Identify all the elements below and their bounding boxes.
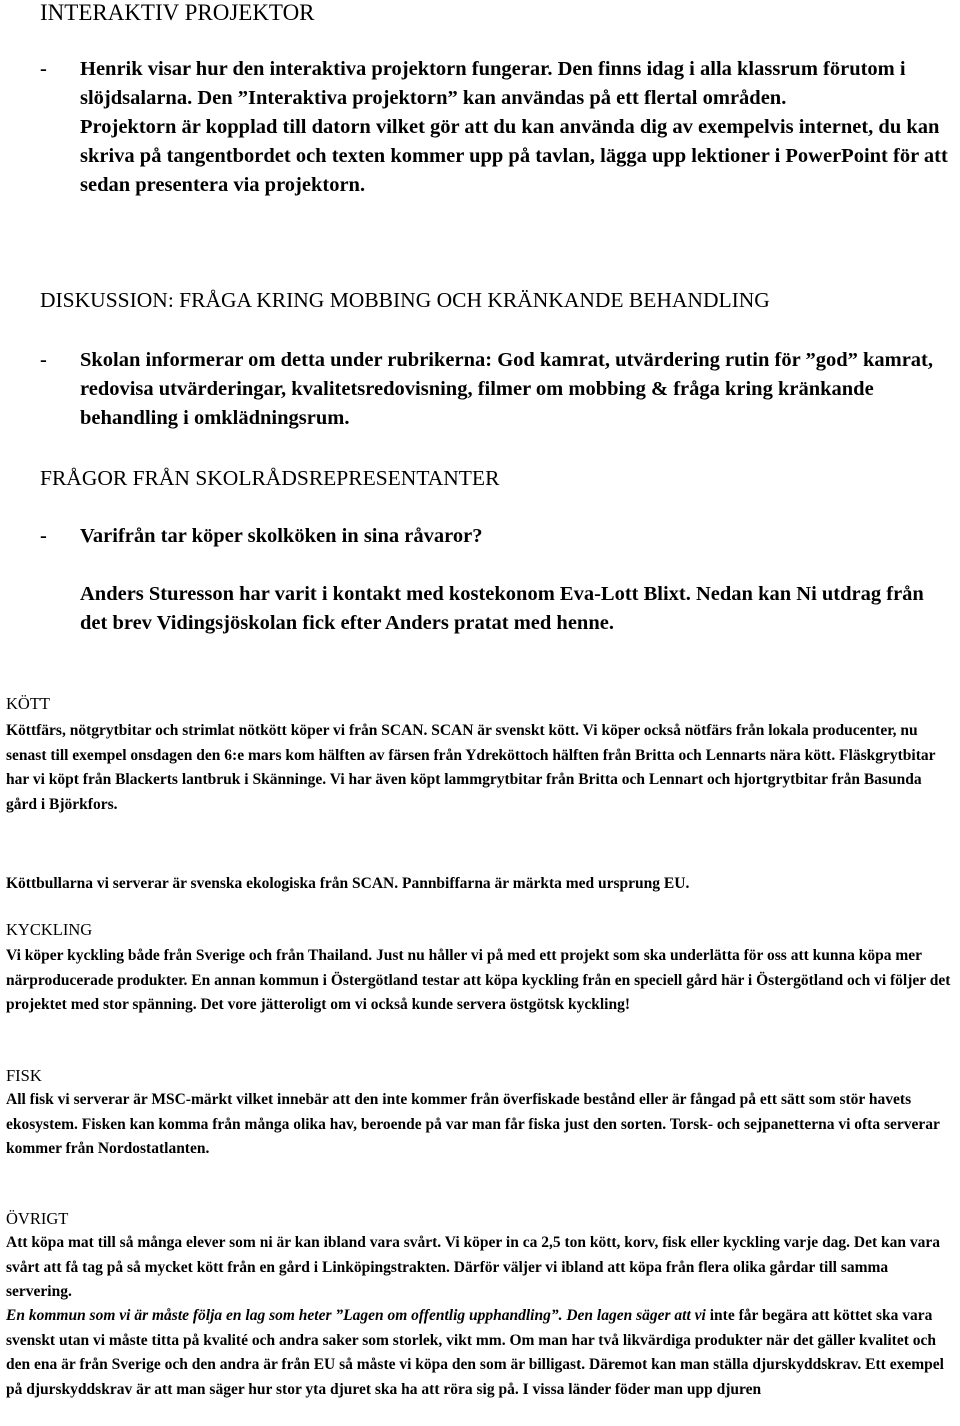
list-dash: -: [40, 58, 47, 80]
discussion-text: Skolan informerar om detta under rubrikerna: God kamrat, utvärdering rutin för ”god” kamrat, redovisa utvärderingar, kvalitetsredovisning, filmer om mobbing & fråga kring kränkande behandling i omklädningsrum.: [80, 349, 934, 429]
chicken-text: Vi köper kyckling både från Sverige och från Thailand. Just nu håller vi på med ett projekt som ska underlätta för oss att kunna köpa mer närproducerade produkter. En annan kommun i Östergötland testar att köpa kyckling från en speciell gård här i Östergötland och vi följer det projektet med stor spänning. Det vore jätteroligt om vi också kunde servera östgötsk kyckling!: [6, 947, 951, 1013]
fish-heading: FISK: [6, 1066, 42, 1085]
other-text-2: [0, 1304, 960, 1402]
projector-heading: INTERAKTIV PROJEKTOR: [40, 0, 315, 25]
answer-text: Anders Sturesson har varit i kontakt med kostekonom Eva-Lott Blixt. Nedan kan Ni utdrag från det brev Vidingsjöskolan fick efter Anders pratat med henne.: [80, 583, 924, 634]
projector-item: [0, 55, 960, 200]
list-dash: -: [40, 349, 47, 371]
law-sentence: En kommun som vi är måste följa en lag som heter ”Lagen om offentlig upphandling”. Den lagen säger att vi: [6, 1307, 706, 1324]
question-text: Varifrån tar köper skolköken in sina råvaror?: [80, 525, 483, 547]
chicken-heading: KYCKLING: [6, 920, 93, 939]
list-dash: -: [40, 525, 47, 547]
meat-text-1: Köttfärs, nötgrytbitar och strimlat nötkött köper vi från SCAN. SCAN är svenskt kött. Vi köper också nötfärs från lokala producenter, nu senast till exempel onsdagen den 6:e mars kom hälften av färsen från Ydreköttoch hälften från Britta och Lennarts nära kött. Fläskgrytbitar har vi köpt från Blackerts lantbruk i Skänninge. Vi har även köpt lammgrytbitar från Britta och Lennart och hjortgrytbitar från Basunda gård i Björkfors.: [6, 722, 936, 813]
discussion-heading: DISKUSSION: FRÅGA KRING MOBBING OCH KRÄNKANDE BEHANDLING: [40, 288, 770, 312]
law-continuation: inte får begära att köttet ska vara svenskt utan vi måste titta på kvalité och andra saker som storlek, vikt mm. Om man har två likvärdiga produkter när det gäller kvalitet och den ena är från Sverige och den andra är från EU så måste vi köpa den som är billigast. Däremot kan man ställa djurskyddskrav. Ett exempel på djurskyddskrav är att man säger hur stor yta djuret ska ha att röra sig på. I vissa länder föder man upp djuren: [6, 1307, 944, 1398]
other-heading: ÖVRIGT: [6, 1209, 69, 1228]
other-text-1: Att köpa mat till så många elever som ni är kan ibland vara svårt. Vi köper in ca 2,5 ton kött, korv, fisk eller kyckling varje dag. Det kan vara svårt att få tag på så mycket kött från en gård i Linköpingstrakten. Därför väljer vi ibland att köpa från flera olika gårdar till samma servering.: [6, 1234, 941, 1300]
fish-text: All fisk vi serverar är MSC-märkt vilket innebär att den inte kommer från överfiskade bestånd eller är fångad på ett sätt som stör havets ekosystem. Fisken kan komma från många olika hav, beroende på var man får fiska just den sorten. Torsk- och sejpanetterna vi ofta serverar kommer från Nordostatlanten.: [6, 1091, 940, 1157]
projector-text-1: Henrik visar hur den interaktiva projektorn fungerar. Den finns idag i alla klassrum förutom i slöjdsalarna. Den ”Interaktiva projektorn” kan användas på ett flertal områden.: [80, 58, 906, 109]
meat-heading: KÖTT: [6, 694, 50, 713]
discussion-item: [0, 346, 960, 433]
projector-text-2: Projektorn är kopplad till datorn vilket gör att du kan använda dig av exempelvis internet, du kan skriva på tangentbordet och texten kommer upp på tavlan, lägga upp lektioner i PowerPoint för att sedan presentera via projektorn.: [80, 116, 948, 196]
question-item: [0, 522, 960, 551]
questions-heading: FRÅGOR FRÅN SKOLRÅDSREPRESENTANTER: [40, 466, 500, 490]
meat-text-2: Köttbullarna vi serverar är svenska ekologiska från SCAN. Pannbiffarna är märkta med ursprung EU.: [6, 875, 690, 892]
